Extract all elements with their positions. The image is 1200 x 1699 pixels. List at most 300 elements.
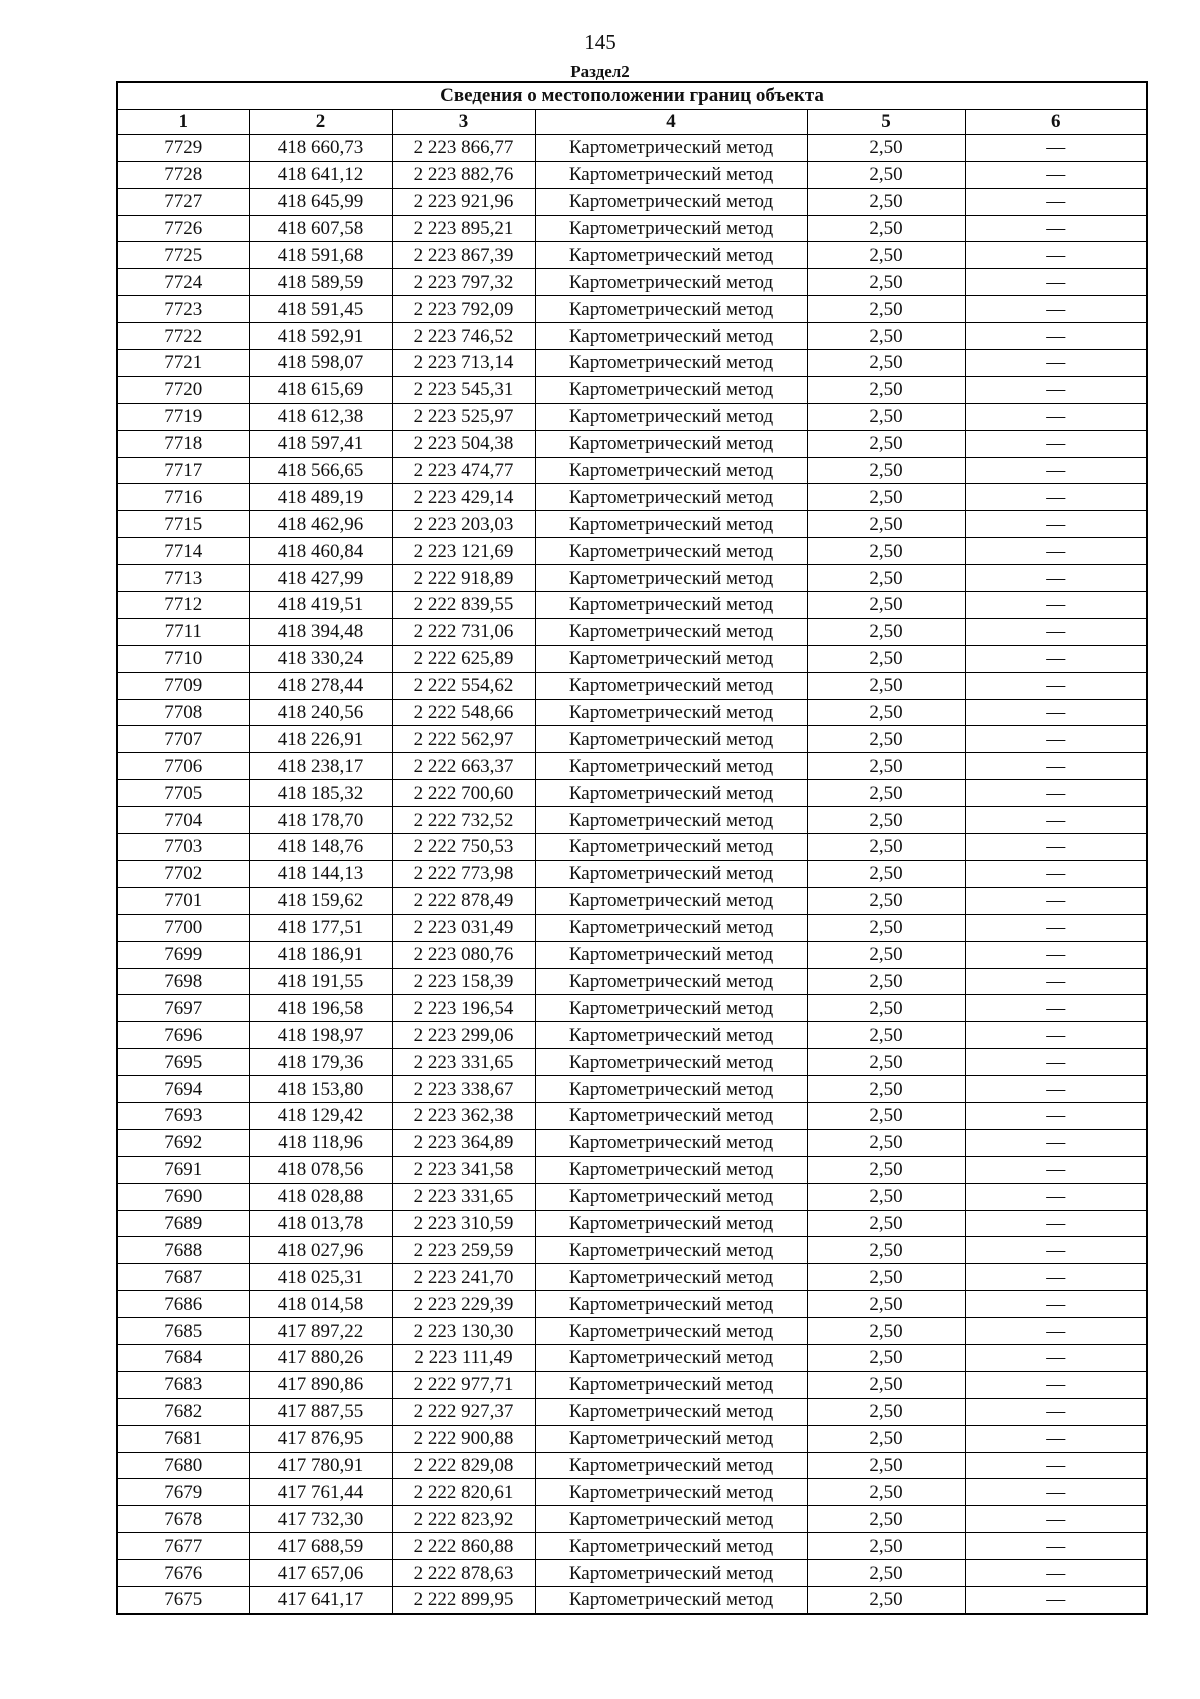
x-coordinate-cell: 418 013,78 [249,1210,392,1237]
accuracy-cell: 2,50 [807,323,965,350]
table-row [117,1344,1147,1371]
x-coordinate-cell: 418 641,12 [249,161,392,188]
description-cell: — [965,1371,1147,1398]
point-number-cell: 7702 [117,860,249,887]
x-coordinate-cell: 418 177,51 [249,914,392,941]
table-row [117,672,1147,699]
description-cell: — [965,592,1147,619]
table-row [117,350,1147,377]
table-row [117,968,1147,995]
point-number-cell: 7697 [117,995,249,1022]
accuracy-cell: 2,50 [807,645,965,672]
accuracy-cell: 2,50 [807,1371,965,1398]
description-cell: — [965,1210,1147,1237]
method-cell: Картометрический метод [535,134,807,161]
x-coordinate-cell: 418 419,51 [249,592,392,619]
y-coordinate-cell: 2 223 364,89 [392,1129,535,1156]
accuracy-cell: 2,50 [807,995,965,1022]
y-coordinate-cell: 2 223 504,38 [392,430,535,457]
point-number-cell: 7710 [117,645,249,672]
description-cell: — [965,430,1147,457]
accuracy-cell: 2,50 [807,296,965,323]
x-coordinate-cell: 418 607,58 [249,215,392,242]
description-cell: — [965,1049,1147,1076]
method-cell: Картометрический метод [535,565,807,592]
method-cell: Картометрический метод [535,699,807,726]
y-coordinate-cell: 2 223 792,09 [392,296,535,323]
x-coordinate-cell: 417 880,26 [249,1344,392,1371]
y-coordinate-cell: 2 223 474,77 [392,457,535,484]
description-cell: — [965,807,1147,834]
table-row [117,834,1147,861]
y-coordinate-cell: 2 223 866,77 [392,134,535,161]
point-number-cell: 7680 [117,1452,249,1479]
accuracy-cell: 2,50 [807,538,965,565]
x-coordinate-cell: 418 226,91 [249,726,392,753]
description-cell: — [965,1452,1147,1479]
method-cell: Картометрический метод [535,592,807,619]
accuracy-cell: 2,50 [807,484,965,511]
y-coordinate-cell: 2 223 867,39 [392,242,535,269]
x-coordinate-cell: 417 780,91 [249,1452,392,1479]
accuracy-cell: 2,50 [807,780,965,807]
point-number-cell: 7707 [117,726,249,753]
table-row [117,269,1147,296]
accuracy-cell: 2,50 [807,1129,965,1156]
method-cell: Картометрический метод [535,538,807,565]
accuracy-cell: 2,50 [807,807,965,834]
table-row [117,215,1147,242]
description-cell: — [965,350,1147,377]
y-coordinate-cell: 2 223 341,58 [392,1156,535,1183]
x-coordinate-cell: 418 330,24 [249,645,392,672]
y-coordinate-cell: 2 223 331,65 [392,1183,535,1210]
description-cell: — [965,538,1147,565]
accuracy-cell: 2,50 [807,753,965,780]
y-coordinate-cell: 2 222 829,08 [392,1452,535,1479]
method-cell: Картометрический метод [535,350,807,377]
page-number: 145 [584,30,616,54]
accuracy-cell: 2,50 [807,188,965,215]
point-number-cell: 7714 [117,538,249,565]
method-cell: Картометрический метод [535,215,807,242]
x-coordinate-cell: 418 460,84 [249,538,392,565]
method-cell: Картометрический метод [535,1291,807,1318]
y-coordinate-cell: 2 222 625,89 [392,645,535,672]
point-number-cell: 7706 [117,753,249,780]
table-row [117,188,1147,215]
accuracy-cell: 2,50 [807,350,965,377]
table-row [117,538,1147,565]
x-coordinate-cell: 417 876,95 [249,1425,392,1452]
table-row [117,1479,1147,1506]
y-coordinate-cell: 2 223 746,52 [392,323,535,350]
table-row [117,753,1147,780]
description-cell: — [965,161,1147,188]
point-number-cell: 7685 [117,1318,249,1345]
table-row [117,1318,1147,1345]
table-row [117,1371,1147,1398]
y-coordinate-cell: 2 223 429,14 [392,484,535,511]
point-number-cell: 7688 [117,1237,249,1264]
point-number-cell: 7718 [117,430,249,457]
table-row [117,376,1147,403]
table-row [117,1156,1147,1183]
description-cell: — [965,511,1147,538]
description-cell: — [965,1560,1147,1587]
accuracy-cell: 2,50 [807,726,965,753]
y-coordinate-cell: 2 223 331,65 [392,1049,535,1076]
accuracy-cell: 2,50 [807,1049,965,1076]
accuracy-cell: 2,50 [807,592,965,619]
y-coordinate-cell: 2 222 732,52 [392,807,535,834]
point-number-cell: 7724 [117,269,249,296]
point-number-cell: 7726 [117,215,249,242]
y-coordinate-cell: 2 223 882,76 [392,161,535,188]
description-cell: — [965,1398,1147,1425]
method-cell: Картометрический метод [535,376,807,403]
accuracy-cell: 2,50 [807,1452,965,1479]
point-number-cell: 7698 [117,968,249,995]
x-coordinate-cell: 417 890,86 [249,1371,392,1398]
x-coordinate-cell: 418 238,17 [249,753,392,780]
accuracy-cell: 2,50 [807,511,965,538]
method-cell: Картометрический метод [535,1022,807,1049]
description-cell: — [965,914,1147,941]
point-number-cell: 7704 [117,807,249,834]
point-number-cell: 7729 [117,134,249,161]
accuracy-cell: 2,50 [807,376,965,403]
table-row [117,323,1147,350]
accuracy-cell: 2,50 [807,1291,965,1318]
description-cell: — [965,1102,1147,1129]
y-coordinate-cell: 2 222 823,92 [392,1506,535,1533]
y-coordinate-cell: 2 222 918,89 [392,565,535,592]
description-cell: — [965,1479,1147,1506]
table-row [117,484,1147,511]
accuracy-cell: 2,50 [807,1479,965,1506]
point-number-cell: 7722 [117,323,249,350]
x-coordinate-cell: 418 566,65 [249,457,392,484]
method-cell: Картометрический метод [535,887,807,914]
accuracy-cell: 2,50 [807,672,965,699]
accuracy-cell: 2,50 [807,269,965,296]
method-cell: Картометрический метод [535,726,807,753]
description-cell: — [965,968,1147,995]
description-cell: — [965,1129,1147,1156]
description-cell: — [965,188,1147,215]
table-row [117,242,1147,269]
x-coordinate-cell: 418 027,96 [249,1237,392,1264]
method-cell: Картометрический метод [535,860,807,887]
point-number-cell: 7721 [117,350,249,377]
method-cell: Картометрический метод [535,780,807,807]
x-coordinate-cell: 418 178,70 [249,807,392,834]
accuracy-cell: 2,50 [807,1264,965,1291]
y-coordinate-cell: 2 223 921,96 [392,188,535,215]
x-coordinate-cell: 418 278,44 [249,672,392,699]
method-cell: Картометрический метод [535,1318,807,1345]
description-cell: — [965,1022,1147,1049]
point-number-cell: 7713 [117,565,249,592]
table-row [117,1586,1147,1613]
point-number-cell: 7679 [117,1479,249,1506]
accuracy-cell: 2,50 [807,914,965,941]
table-row [117,1102,1147,1129]
y-coordinate-cell: 2 223 310,59 [392,1210,535,1237]
y-coordinate-cell: 2 223 080,76 [392,941,535,968]
accuracy-cell: 2,50 [807,1076,965,1103]
table-row [117,645,1147,672]
table-row [117,565,1147,592]
description-cell: — [965,645,1147,672]
point-number-cell: 7675 [117,1586,249,1613]
method-cell: Картометрический метод [535,403,807,430]
description-cell: — [965,1425,1147,1452]
accuracy-cell: 2,50 [807,242,965,269]
method-cell: Картометрический метод [535,188,807,215]
table-row [117,1506,1147,1533]
method-cell: Картометрический метод [535,430,807,457]
accuracy-cell: 2,50 [807,457,965,484]
y-coordinate-cell: 2 223 545,31 [392,376,535,403]
point-number-cell: 7690 [117,1183,249,1210]
y-coordinate-cell: 2 223 241,70 [392,1264,535,1291]
x-coordinate-cell: 418 240,56 [249,699,392,726]
x-coordinate-cell: 418 118,96 [249,1129,392,1156]
table-row [117,1398,1147,1425]
table-body [117,134,1147,1613]
y-coordinate-cell: 2 223 362,38 [392,1102,535,1129]
x-coordinate-cell: 417 887,55 [249,1398,392,1425]
method-cell: Картометрический метод [535,1425,807,1452]
description-cell: — [965,484,1147,511]
point-number-cell: 7725 [117,242,249,269]
method-cell: Картометрический метод [535,457,807,484]
method-cell: Картометрический метод [535,645,807,672]
y-coordinate-cell: 2 223 338,67 [392,1076,535,1103]
y-coordinate-cell: 2 223 299,06 [392,1022,535,1049]
accuracy-cell: 2,50 [807,1237,965,1264]
y-coordinate-cell: 2 223 121,69 [392,538,535,565]
x-coordinate-cell: 418 591,68 [249,242,392,269]
column-number-header: 4 [535,109,807,134]
method-cell: Картометрический метод [535,1479,807,1506]
method-cell: Картометрический метод [535,753,807,780]
method-cell: Картометрический метод [535,1371,807,1398]
point-number-cell: 7693 [117,1102,249,1129]
description-cell: — [965,1237,1147,1264]
method-cell: Картометрический метод [535,1237,807,1264]
accuracy-cell: 2,50 [807,1398,965,1425]
section-title: Раздел2 [570,62,630,81]
table-row [117,1533,1147,1560]
accuracy-cell: 2,50 [807,161,965,188]
point-number-cell: 7684 [117,1344,249,1371]
method-cell: Картометрический метод [535,1049,807,1076]
description-cell: — [965,699,1147,726]
column-number-header: 1 [117,109,249,134]
table-row [117,618,1147,645]
x-coordinate-cell: 418 129,42 [249,1102,392,1129]
table-row [117,914,1147,941]
y-coordinate-cell: 2 223 229,39 [392,1291,535,1318]
method-cell: Картометрический метод [535,807,807,834]
y-coordinate-cell: 2 223 196,54 [392,995,535,1022]
description-cell: — [965,403,1147,430]
y-coordinate-cell: 2 222 977,71 [392,1371,535,1398]
table-row [117,780,1147,807]
accuracy-cell: 2,50 [807,1533,965,1560]
description-cell: — [965,834,1147,861]
method-cell: Картометрический метод [535,296,807,323]
description-cell: — [965,1344,1147,1371]
table-row [117,161,1147,188]
table-row [117,1452,1147,1479]
point-number-cell: 7700 [117,914,249,941]
point-number-cell: 7683 [117,1371,249,1398]
table-row [117,860,1147,887]
x-coordinate-cell: 418 148,76 [249,834,392,861]
description-cell: — [965,323,1147,350]
y-coordinate-cell: 2 222 700,60 [392,780,535,807]
method-cell: Картометрический метод [535,1398,807,1425]
point-number-cell: 7715 [117,511,249,538]
x-coordinate-cell: 418 394,48 [249,618,392,645]
description-cell: — [965,269,1147,296]
y-coordinate-cell: 2 222 878,49 [392,887,535,914]
y-coordinate-cell: 2 223 130,30 [392,1318,535,1345]
x-coordinate-cell: 417 688,59 [249,1533,392,1560]
table-row [117,1291,1147,1318]
point-number-cell: 7717 [117,457,249,484]
method-cell: Картометрический метод [535,1183,807,1210]
table-row [117,1049,1147,1076]
accuracy-cell: 2,50 [807,430,965,457]
point-number-cell: 7727 [117,188,249,215]
method-cell: Картометрический метод [535,1129,807,1156]
column-number-header: 6 [965,109,1147,134]
accuracy-cell: 2,50 [807,403,965,430]
method-cell: Картометрический метод [535,1102,807,1129]
table-caption: Сведения о местоположении границ объекта [117,82,1147,109]
point-number-cell: 7681 [117,1425,249,1452]
accuracy-cell: 2,50 [807,1210,965,1237]
accuracy-cell: 2,50 [807,1506,965,1533]
point-number-cell: 7711 [117,618,249,645]
x-coordinate-cell: 418 144,13 [249,860,392,887]
column-number-header: 2 [249,109,392,134]
accuracy-cell: 2,50 [807,618,965,645]
accuracy-cell: 2,50 [807,1183,965,1210]
y-coordinate-cell: 2 222 899,95 [392,1586,535,1613]
method-cell: Картометрический метод [535,1506,807,1533]
table-row [117,457,1147,484]
accuracy-cell: 2,50 [807,1344,965,1371]
x-coordinate-cell: 418 589,59 [249,269,392,296]
x-coordinate-cell: 418 660,73 [249,134,392,161]
table-row [117,726,1147,753]
table-row [117,1237,1147,1264]
table-row [117,134,1147,161]
point-number-cell: 7691 [117,1156,249,1183]
accuracy-cell: 2,50 [807,941,965,968]
method-cell: Картометрический метод [535,1264,807,1291]
point-number-cell: 7694 [117,1076,249,1103]
method-cell: Картометрический метод [535,269,807,296]
method-cell: Картометрический метод [535,511,807,538]
x-coordinate-cell: 418 615,69 [249,376,392,403]
description-cell: — [965,941,1147,968]
x-coordinate-cell: 418 612,38 [249,403,392,430]
method-cell: Картометрический метод [535,1156,807,1183]
point-number-cell: 7716 [117,484,249,511]
point-number-cell: 7677 [117,1533,249,1560]
table-row [117,511,1147,538]
x-coordinate-cell: 418 186,91 [249,941,392,968]
table-row [117,699,1147,726]
method-cell: Картометрический метод [535,672,807,699]
x-coordinate-cell: 418 028,88 [249,1183,392,1210]
accuracy-cell: 2,50 [807,1022,965,1049]
x-coordinate-cell: 417 641,17 [249,1586,392,1613]
x-coordinate-cell: 418 191,55 [249,968,392,995]
description-cell: — [965,1506,1147,1533]
y-coordinate-cell: 2 223 797,32 [392,269,535,296]
point-number-cell: 7703 [117,834,249,861]
point-number-cell: 7699 [117,941,249,968]
x-coordinate-cell: 418 427,99 [249,565,392,592]
method-cell: Картометрический метод [535,914,807,941]
y-coordinate-cell: 2 222 562,97 [392,726,535,753]
description-cell: — [965,242,1147,269]
x-coordinate-cell: 418 591,45 [249,296,392,323]
description-cell: — [965,215,1147,242]
description-cell: — [965,1291,1147,1318]
accuracy-cell: 2,50 [807,565,965,592]
x-coordinate-cell: 418 198,97 [249,1022,392,1049]
point-number-cell: 7689 [117,1210,249,1237]
x-coordinate-cell: 418 179,36 [249,1049,392,1076]
method-cell: Картометрический метод [535,1560,807,1587]
method-cell: Картометрический метод [535,1533,807,1560]
table-row [117,1560,1147,1587]
point-number-cell: 7719 [117,403,249,430]
x-coordinate-cell: 417 657,06 [249,1560,392,1587]
point-number-cell: 7728 [117,161,249,188]
description-cell: — [965,457,1147,484]
method-cell: Картометрический метод [535,968,807,995]
x-coordinate-cell: 418 185,32 [249,780,392,807]
point-number-cell: 7708 [117,699,249,726]
y-coordinate-cell: 2 222 554,62 [392,672,535,699]
x-coordinate-cell: 418 462,96 [249,511,392,538]
point-number-cell: 7682 [117,1398,249,1425]
y-coordinate-cell: 2 222 839,55 [392,592,535,619]
table-row [117,941,1147,968]
point-number-cell: 7686 [117,1291,249,1318]
accuracy-cell: 2,50 [807,215,965,242]
y-coordinate-cell: 2 222 663,37 [392,753,535,780]
description-cell: — [965,1318,1147,1345]
accuracy-cell: 2,50 [807,1318,965,1345]
y-coordinate-cell: 2 223 259,59 [392,1237,535,1264]
y-coordinate-cell: 2 223 158,39 [392,968,535,995]
y-coordinate-cell: 2 223 713,14 [392,350,535,377]
point-number-cell: 7705 [117,780,249,807]
description-cell: — [965,780,1147,807]
description-cell: — [965,672,1147,699]
